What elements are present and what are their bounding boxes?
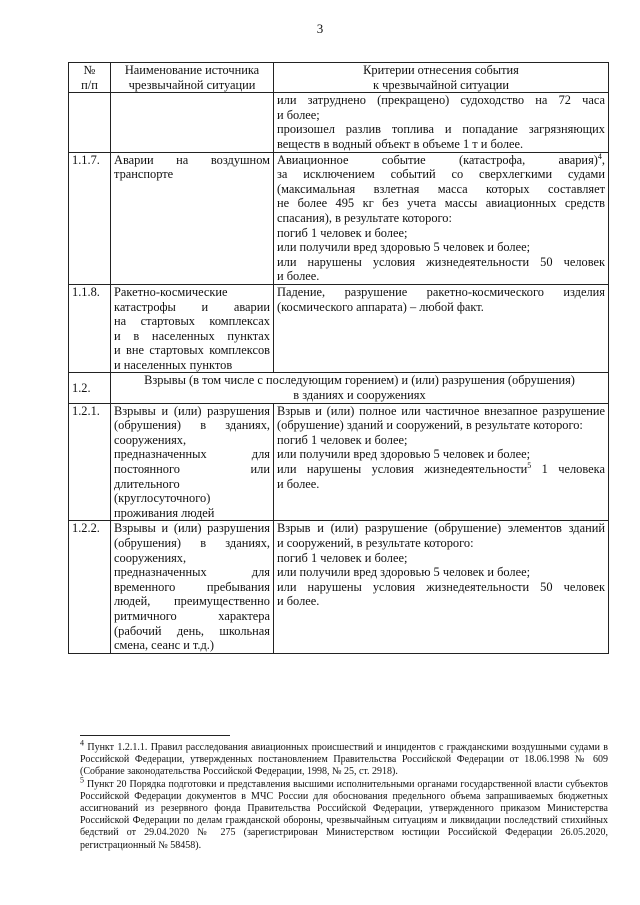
criteria-table	[68, 62, 609, 654]
criteria-line: погиб 1 человек и более;	[277, 225, 408, 240]
source-line: на стартовых комплексах	[114, 314, 270, 329]
criteria-text: или нарушены условия жизнедеятельности	[277, 462, 528, 477]
criteria-line: или получили вред здоровью 5 человек и более;	[277, 447, 531, 462]
criteria-line: и более.	[277, 594, 320, 609]
footnote-text: Пункт 20 Порядка подготовки и представления высшими исполнительными органами государственной власти субъектов Российской Федерации документов в МЧС России для обоснования предельного объема запрашиваемых бюджетных ассигнований из резервного фонда Правительства Российской Федерации, утвержденного приказом Министерства Российской Федерации по делам гражданской обороны, чрезвычайным ситуациям и ликвидации последствий стихийных бедствий от 29.04.2020 № 275 (зарегистрирован Министерством юстиции Российской Федерации 26.05.2020, регистрационный № 58458).	[80, 778, 608, 851]
row-number: 1.1.7.	[69, 152, 111, 284]
row-number: 1.1.8.	[69, 284, 111, 373]
table-row	[69, 521, 609, 653]
footnote-ref: 5	[527, 460, 532, 470]
source-line: смена, сеанс и т.д.)	[114, 638, 215, 653]
header-number	[69, 63, 111, 93]
row-criteria	[274, 284, 609, 373]
footnote-text: Пункт 1.2.1.1. Правил расследования авиационных происшествий и инцидентов с гражданскими воздушными судами в Российской Федерации, утвержденных постановлением Правительства Российской Федерации от 18.06.1998 № 609 (Собрание законодательства Российской Федерации, 1998, № 25, ст. 2918).	[80, 742, 608, 778]
footnote-divider	[80, 735, 230, 736]
criteria-line	[277, 462, 605, 477]
source-line: сооружениях,	[114, 432, 187, 447]
header-criteria	[274, 63, 609, 93]
header-number-line: №	[83, 63, 96, 77]
criteria-line: погиб 1 человек и более;	[277, 432, 408, 447]
section-title-line: Взрывы (в том числе с последующим горением) и (или) разрушения (обрушения)	[144, 373, 575, 388]
section-number: 1.2.	[69, 373, 111, 403]
criteria-line: спасания), в результате которого:	[277, 210, 452, 225]
criteria-line: и более;	[277, 107, 320, 122]
table-row	[69, 403, 609, 521]
footnote-mark: 5	[80, 775, 84, 785]
row-source	[111, 93, 274, 152]
row-number: 1.2.1.	[69, 403, 111, 521]
table-header-row	[69, 63, 609, 93]
header-source-line: чрезвычайной ситуации	[128, 77, 256, 92]
footnotes	[80, 738, 608, 852]
source-line: и населенных пунктов	[114, 357, 233, 372]
criteria-line: Падение, разрушение ракетно-космического изделия	[277, 284, 605, 299]
table-row	[69, 152, 609, 284]
criteria-line: и более.	[277, 269, 320, 284]
source-line: и вне стартовых комплексов	[114, 343, 270, 358]
row-source	[111, 403, 274, 521]
criteria-line: или нарушены условия жизнедеятельности 50 человек	[277, 579, 605, 594]
criteria-line: или затруднено (прекращено) судоходство на 72 часа	[277, 93, 605, 108]
criteria-line: или получили вред здоровью 5 человек и более;	[277, 240, 531, 255]
row-number: 1.2.2.	[69, 521, 111, 653]
page-number: 3	[316, 21, 324, 36]
criteria-line: не более 495 кг без учета массы авиационных средств	[277, 196, 605, 211]
source-line: Взрывы и (или) разрушения	[114, 521, 270, 536]
row-source	[111, 521, 274, 653]
source-line: предназначенных для	[114, 447, 270, 462]
source-line: длительного	[114, 476, 180, 491]
criteria-line: или получили вред здоровью 5 человек и более;	[277, 565, 531, 580]
source-line: и в населенных пунктах	[114, 328, 270, 343]
row-criteria	[274, 403, 609, 521]
criteria-line: веществ в водный объект в объеме 1 т и более.	[277, 136, 524, 151]
source-line: проживания людей	[114, 505, 215, 520]
criteria-line: и сооружений, в результате которого:	[277, 536, 474, 550]
criteria-line: Взрыв и (или) полное или частичное внезапное разрушение	[277, 403, 605, 418]
row-source	[111, 284, 274, 373]
row-criteria	[274, 93, 609, 152]
source-line: (круглосуточного)	[114, 491, 211, 506]
criteria-line: за исключением событий со сверхлегкими судами	[277, 167, 605, 182]
source-line: сооружениях,	[114, 550, 187, 565]
header-criteria-line: к чрезвычайной ситуации	[373, 77, 509, 92]
header-source	[111, 63, 274, 93]
row-number	[69, 93, 111, 152]
criteria-text: 1 человека	[531, 462, 605, 477]
criteria-line: или нарушены условия жизнедеятельности 50 человек	[277, 254, 605, 269]
criteria-line: (максимальная взлетная масса которых составляет	[277, 181, 605, 196]
footnote-ref: 4	[597, 152, 602, 161]
source-line: Аварии на воздушном	[114, 152, 270, 167]
source-line: Взрывы и (или) разрушения	[114, 403, 270, 418]
header-number-line: п/п	[81, 77, 98, 92]
source-line: временного пребывания	[114, 579, 270, 594]
table-row	[69, 284, 609, 373]
footnote-mark: 4	[80, 738, 84, 748]
source-line: людей, преимущественно	[114, 594, 270, 609]
criteria-line: Авиационное событие (катастрофа, авария)$^4$,	[277, 152, 605, 167]
criteria-line: погиб 1 человек и более;	[277, 550, 408, 565]
source-line: (обрушения) в зданиях,	[114, 536, 270, 550]
section-row	[69, 373, 609, 403]
row-source	[111, 152, 274, 284]
source-line: (рабочий день, школьная	[114, 623, 270, 638]
source-line: ритмичного характера	[114, 608, 270, 623]
header-criteria-line: Критерии отнесения события	[363, 63, 519, 77]
row-criteria	[274, 521, 609, 653]
source-line: постоянного или	[114, 462, 270, 477]
source-line: предназначенных для	[114, 565, 270, 580]
criteria-line: и более.	[277, 476, 320, 491]
section-title	[111, 373, 609, 403]
source-line: Ракетно-космические	[114, 284, 228, 299]
table-row	[69, 93, 609, 152]
footnote-4	[80, 738, 608, 779]
section-title-line: в зданиях и сооружениях	[293, 388, 426, 403]
criteria-line: произошел разлив топлива и попадание загрязняющих	[277, 122, 605, 137]
source-line: катастрофы и аварии	[114, 299, 270, 314]
criteria-first-text: Авиационное событие (катастрофа, авария)	[277, 152, 598, 167]
row-criteria	[274, 152, 609, 284]
source-line: (обрушения) в зданиях,	[114, 418, 270, 433]
source-line: транспорте	[114, 167, 174, 182]
criteria-line: (обрушение) зданий и сооружений, в результате которого:	[277, 418, 583, 433]
criteria-line: (космического аппарата) – любой факт.	[277, 299, 484, 314]
criteria-line: Взрыв и (или) разрушение (обрушение) элементов зданий	[277, 521, 605, 536]
header-source-line: Наименование источника	[124, 63, 260, 77]
footnote-5	[80, 775, 608, 852]
